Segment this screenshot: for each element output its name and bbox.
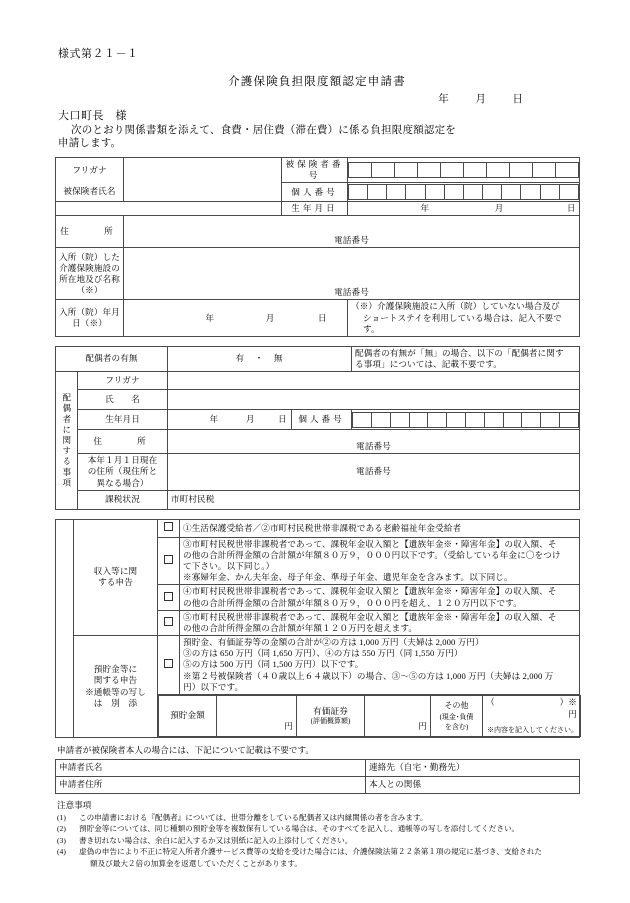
numgrid-cell[interactable] xyxy=(502,185,521,200)
insured-person-table xyxy=(55,157,580,337)
insured-birth-date-input[interactable] xyxy=(348,202,580,216)
spouse-jan1-label-line-2: の住所（現住所と xyxy=(87,466,158,477)
insured-number-grid xyxy=(348,162,579,178)
numgrid-cell[interactable] xyxy=(368,185,387,200)
deposit-checkbox[interactable] xyxy=(158,636,180,695)
form-number: 様式第２１－１ xyxy=(58,48,139,60)
spouse-jan1-tel-label: 電話番号 xyxy=(356,466,391,477)
admission-date-label: 入所（院）年月日（※） xyxy=(56,300,124,337)
deposit-line-3: ⑤の方は 500 万円（同 1,500 万円）以下です。 xyxy=(183,659,364,670)
income-item-1 xyxy=(180,519,580,537)
income-item-3 xyxy=(180,585,580,610)
checkbox-icon xyxy=(164,617,173,626)
numgrid-cell[interactable] xyxy=(487,163,510,178)
numgrid-cell[interactable] xyxy=(483,185,502,200)
spouse-jan1-label-line-3: 異なる場合） xyxy=(96,477,149,488)
birth-month-label: 月 xyxy=(494,203,504,214)
insured-address-input[interactable] xyxy=(124,216,580,248)
spouse-personal-number-grid-cell xyxy=(352,410,580,430)
numgrid-cell[interactable] xyxy=(409,412,428,427)
spouse-tax-status-label: 課税状況 xyxy=(78,490,168,509)
numgrid-cell[interactable] xyxy=(447,412,466,427)
spouse-birth-label: 生年月日 xyxy=(78,410,168,430)
checkbox-icon xyxy=(164,659,173,668)
deposit-declaration-text xyxy=(180,636,580,695)
other-amount-input[interactable] xyxy=(483,696,581,737)
admission-month-label: 月 xyxy=(265,312,275,323)
section-gap-2 xyxy=(55,510,579,519)
deposit-section-label-line-1: 預貯金等に xyxy=(93,664,138,675)
deposit-line-5: 円）以下です。 xyxy=(183,681,244,692)
admission-note xyxy=(348,300,580,337)
table-row xyxy=(56,760,580,777)
spouse-jan1-label-line-1: 本年１月１日現在 xyxy=(87,455,158,466)
applicant-address-label[interactable]: 申請者住所 xyxy=(56,777,366,794)
numgrid-cell[interactable] xyxy=(484,412,503,427)
note-text-line-2: 額及び最大２倍の加算金を返還していただくことがあります。 xyxy=(90,858,303,868)
admission-date-input[interactable] xyxy=(124,300,348,337)
section-gap-1 xyxy=(55,337,579,346)
personal-number-grid-cell xyxy=(348,183,580,202)
date-day-label: 日 xyxy=(512,94,524,105)
deposit-amount-unit: 円 xyxy=(284,720,293,731)
numgrid-cell[interactable] xyxy=(406,185,425,200)
note-text: 書き切れない場合は、余白に記入するか又は別紙に記入の上添付してください。 xyxy=(79,835,353,845)
table-row xyxy=(56,216,580,248)
numgrid-cell[interactable] xyxy=(521,185,540,200)
numgrid-cell[interactable] xyxy=(390,412,409,427)
note-number: (2) xyxy=(57,824,66,834)
facility-input[interactable] xyxy=(124,248,580,300)
numgrid-cell[interactable] xyxy=(560,412,579,427)
addressee: 大口町長 様 xyxy=(58,110,127,122)
spouse-section-label: 配偶者に関する事項 xyxy=(61,392,72,489)
note-text: この申請書における『配偶者』については、世帯分離をしている配偶者又は内縁関係の者を含みます。 xyxy=(79,813,428,822)
deposit-amount-label: 預貯金額 xyxy=(159,696,217,737)
numgrid-cell[interactable] xyxy=(395,163,418,178)
numgrid-cell[interactable] xyxy=(522,412,541,427)
deposit-section-label-line-4: は 別 添 xyxy=(93,697,138,708)
deposit-line-2: ③の方は 650 万円（同 1,650 万円）、④の方は 550 万円（同 1,550 万円） xyxy=(183,648,463,659)
spouse-presence-note-line-1: 配偶者の有無が「無」の場合、以下の「配偶者に関す xyxy=(355,347,564,358)
income-item-4-line-1: ⑤市町村民税世帯非課税者であって、課税年金収入額と【遺族年金※・障害年金】の収入額、そ xyxy=(183,611,557,622)
table-row xyxy=(56,390,580,410)
numgrid-cell[interactable] xyxy=(541,412,560,427)
income-left-spacer xyxy=(56,519,74,635)
personal-number-grid xyxy=(348,184,579,200)
numgrid-cell[interactable] xyxy=(444,185,463,200)
other-amount-unit: 円 xyxy=(568,709,577,720)
checkbox-icon xyxy=(164,522,173,531)
income-checkbox-2[interactable] xyxy=(158,537,180,585)
table-row xyxy=(56,430,580,454)
other-amount-note: ※内容を記入してください。 xyxy=(487,725,578,734)
insured-name-spacer xyxy=(56,202,124,216)
income-checkbox-4[interactable] xyxy=(158,610,180,635)
deposit-amounts-table xyxy=(158,695,581,737)
spouse-furigana-label: フリガナ xyxy=(78,372,168,390)
deposit-amount-input[interactable] xyxy=(217,696,297,737)
spouse-personal-number-label: 個人番号 xyxy=(292,410,352,430)
admission-note-line-1: （※）介護保険施設に入所（院）していない場合及び xyxy=(351,301,560,312)
spouse-tax-status-value[interactable]: 市町村民税 xyxy=(168,490,580,509)
other-label-line-2: (現金･負債 xyxy=(439,712,474,721)
other-label-line-3: を含む) xyxy=(444,722,469,731)
admission-year-label: 年 xyxy=(205,312,215,323)
date-year-label: 年 xyxy=(438,94,450,105)
intro-line-2: 申請します。 xyxy=(58,138,122,150)
spouse-personal-number-grid xyxy=(352,412,579,428)
notes-title: 注意事項 xyxy=(57,800,92,810)
spouse-birth-input[interactable] xyxy=(168,410,292,430)
table-row xyxy=(56,636,580,695)
applicant-relation-label[interactable]: 本人との関係 xyxy=(366,777,580,794)
income-item-2-line-3: て下さい。以下同じ。） xyxy=(183,561,275,572)
table-row xyxy=(56,454,580,491)
numgrid-cell[interactable] xyxy=(372,163,395,178)
facility-label: 入所（院）した介護保険施設の所在地及び名称（※） xyxy=(56,248,124,300)
income-item-2-line-2: の他の合計所得金額の合計額が年額８０万９，０００円以下です。（受給している年金に〇をつけ xyxy=(183,549,561,560)
income-section-label-line-1: 収入等に関 xyxy=(93,566,138,577)
spouse-table xyxy=(55,346,580,510)
date-line xyxy=(55,91,524,106)
insured-name-input[interactable] xyxy=(124,157,282,201)
table-row xyxy=(56,410,580,430)
numgrid-cell[interactable] xyxy=(371,412,390,427)
securities-label: 有価証券 xyxy=(313,705,348,716)
list-item xyxy=(57,846,579,869)
spouse-address-label: 住 所 xyxy=(78,430,168,454)
spouse-birth-month-label: 月 xyxy=(245,414,255,425)
income-section-label-line-2: する申告 xyxy=(98,577,133,588)
birth-year-label: 年 xyxy=(420,203,430,214)
table-row xyxy=(56,519,580,537)
date-month-label: 月 xyxy=(475,94,487,105)
list-item xyxy=(57,812,579,823)
income-deposit-table xyxy=(55,519,580,738)
numgrid-cell[interactable] xyxy=(353,412,372,427)
insured-name-label: 被保険者氏名 xyxy=(56,183,124,202)
numgrid-cell[interactable] xyxy=(466,412,485,427)
spouse-presence-label: 配偶者の有無 xyxy=(56,346,168,371)
insured-tel-label: 電話番号 xyxy=(334,235,369,246)
insured-number-grid-cell xyxy=(348,157,580,182)
list-item xyxy=(57,835,579,846)
income-checkbox-1[interactable] xyxy=(158,519,180,537)
other-label-cell xyxy=(431,696,483,737)
numgrid-cell[interactable] xyxy=(387,185,406,200)
income-item-4-line-2: の他の合計所得金額の合計額が年額１２０万円を超えます。 xyxy=(183,622,418,633)
insured-furigana-label: フリガナ xyxy=(56,157,124,182)
numgrid-cell[interactable] xyxy=(428,412,447,427)
deposit-section-label-line-3: ※通帳等の写し xyxy=(85,686,146,697)
income-checkbox-3[interactable] xyxy=(158,585,180,610)
intro-text xyxy=(58,124,579,151)
table-row xyxy=(56,777,580,794)
deposit-line-1: 預貯金、有価証券等の金額の合計が②の方は 1,000 万円（夫婦は 2,000 万円） xyxy=(183,637,484,648)
note-number: (3) xyxy=(57,835,66,845)
numgrid-cell[interactable] xyxy=(503,412,522,427)
note-text-line-1: 虚偽の申告により不正に特定入所者介護サービス費等の支給を受けた場合には、介護保険法第２２条第１項の規定に基づき、支給された xyxy=(79,847,542,857)
spouse-name-label: 氏 名 xyxy=(78,390,168,410)
income-item-2-line-1: ③市町村民税世帯非課税者であって、課税年金収入額と【遺族年金※・障害年金】の収入額、そ xyxy=(183,538,557,549)
spouse-presence-options[interactable]: 有 ・ 無 xyxy=(168,346,352,371)
birth-day-label: 日 xyxy=(567,203,576,214)
spouse-name-input[interactable] xyxy=(168,390,580,410)
spouse-presence-note-line-2: る事項」については、記載不要です。 xyxy=(355,359,502,370)
applicant-name-label[interactable]: 申請者氏名 xyxy=(56,760,366,777)
spouse-birth-day-label: 日 xyxy=(278,414,287,425)
income-item-2 xyxy=(180,537,580,585)
income-item-1-line-1: ①生活保護受給者／②市町村民税世帯非課税である老齢福祉年金受給者 xyxy=(183,522,462,533)
facility-tel-label: 電話番号 xyxy=(334,287,369,298)
securities-label-cell xyxy=(297,696,365,737)
numgrid-cell[interactable] xyxy=(556,163,579,178)
numgrid-cell[interactable] xyxy=(510,163,533,178)
note-text: 預貯金等については、同じ種類の預貯金等を複数保有している場合は、そのすべてを記入し、通帳等の写しを添付してください。 xyxy=(79,824,520,834)
deposit-section-label-line-2: 関する申告 xyxy=(93,675,138,686)
numgrid-cell[interactable] xyxy=(349,185,368,200)
admission-day-label: 日 xyxy=(318,312,327,323)
numgrid-cell[interactable] xyxy=(463,185,482,200)
securities-amount-unit: 円 xyxy=(418,720,427,731)
note-text-block xyxy=(79,846,579,869)
checkbox-icon xyxy=(164,555,173,564)
note-number: (4) xyxy=(57,847,66,857)
applicant-notice: 申請者が被保険者本人の場合には、下記について記載は不要です。 xyxy=(57,745,314,755)
numgrid-cell[interactable] xyxy=(464,163,487,178)
spouse-address-input[interactable] xyxy=(168,430,580,454)
list-item xyxy=(57,823,579,834)
personal-number-label: 個人番号 xyxy=(282,183,348,202)
applicant-contact-label[interactable]: 連絡先（自宅・勤務先） xyxy=(366,760,580,777)
table-row xyxy=(56,157,580,182)
insured-number-label: 被保険者番号 xyxy=(282,157,348,182)
numgrid-cell[interactable] xyxy=(559,185,578,200)
intro-line-1: 次のとおり関係書類を添えて、食費・居住費（滞在費）に係る負担限度額認定を xyxy=(71,125,456,136)
numgrid-cell[interactable] xyxy=(425,185,444,200)
other-label-line-1: その他 xyxy=(444,701,469,711)
income-item-3-line-1: ④市町村民税世帯非課税者であって、課税年金収入額と【遺族年金※・障害年金】の収入額、そ xyxy=(183,586,557,597)
note-number: (1) xyxy=(57,813,66,822)
deposit-section-label xyxy=(74,636,158,738)
insured-name-spacer-2 xyxy=(124,202,282,216)
spouse-furigana-input[interactable] xyxy=(168,372,580,390)
income-item-3-line-2: の他の合計所得金額の合計額が年額８０万９，０００円を超え、１２０万円以下です。 xyxy=(183,597,522,608)
income-item-4 xyxy=(180,610,580,635)
spouse-jan1-address-input[interactable] xyxy=(168,454,580,491)
deposit-left-spacer xyxy=(56,636,74,738)
other-paren-open: （ xyxy=(486,697,495,707)
applicant-table xyxy=(55,759,580,794)
document-title: 介護保険負担限度額認定申請書 xyxy=(228,76,406,88)
numgrid-cell[interactable] xyxy=(540,185,559,200)
spouse-birth-year-label: 年 xyxy=(209,414,219,425)
securities-amount-input[interactable] xyxy=(365,696,431,737)
table-row xyxy=(56,490,580,509)
income-item-2-line-4: ※寡婦年金、かん夫年金、母子年金、準母子年金、遺児年金を含みます。以下同じ。 xyxy=(183,572,513,583)
securities-sub-label: (評価概算額) xyxy=(310,717,351,726)
numgrid-cell[interactable] xyxy=(418,163,441,178)
spouse-jan1-address-label xyxy=(78,454,168,491)
table-row xyxy=(56,372,580,390)
other-paren-close: ）※ xyxy=(559,697,577,707)
deposit-line-4: ※第２号被保険者（４０歳以上６４歳以下）の場合、③～⑤の方は 1,000 万円（夫婦は 2,000 万 xyxy=(183,670,554,681)
notes-list xyxy=(55,812,579,869)
checkbox-icon xyxy=(164,592,173,601)
income-section-label xyxy=(74,519,158,635)
form-sheet xyxy=(55,45,579,869)
table-row xyxy=(56,346,580,371)
spouse-presence-note xyxy=(352,346,580,371)
numgrid-cell[interactable] xyxy=(533,163,556,178)
admission-note-line-2: ショートステイを利用している場合は、記入不要です。 xyxy=(363,312,562,334)
insured-birth-label: 生年月日 xyxy=(282,202,348,216)
insured-address-label: 住 所 xyxy=(56,216,124,248)
table-row xyxy=(56,300,580,337)
deposit-amounts-cell xyxy=(158,695,580,738)
numgrid-cell[interactable] xyxy=(349,163,372,178)
numgrid-cell[interactable] xyxy=(441,163,464,178)
table-row xyxy=(56,248,580,300)
spouse-tel-label: 電話番号 xyxy=(356,441,391,452)
table-row xyxy=(56,202,580,216)
spouse-section-label-cell xyxy=(56,372,78,510)
